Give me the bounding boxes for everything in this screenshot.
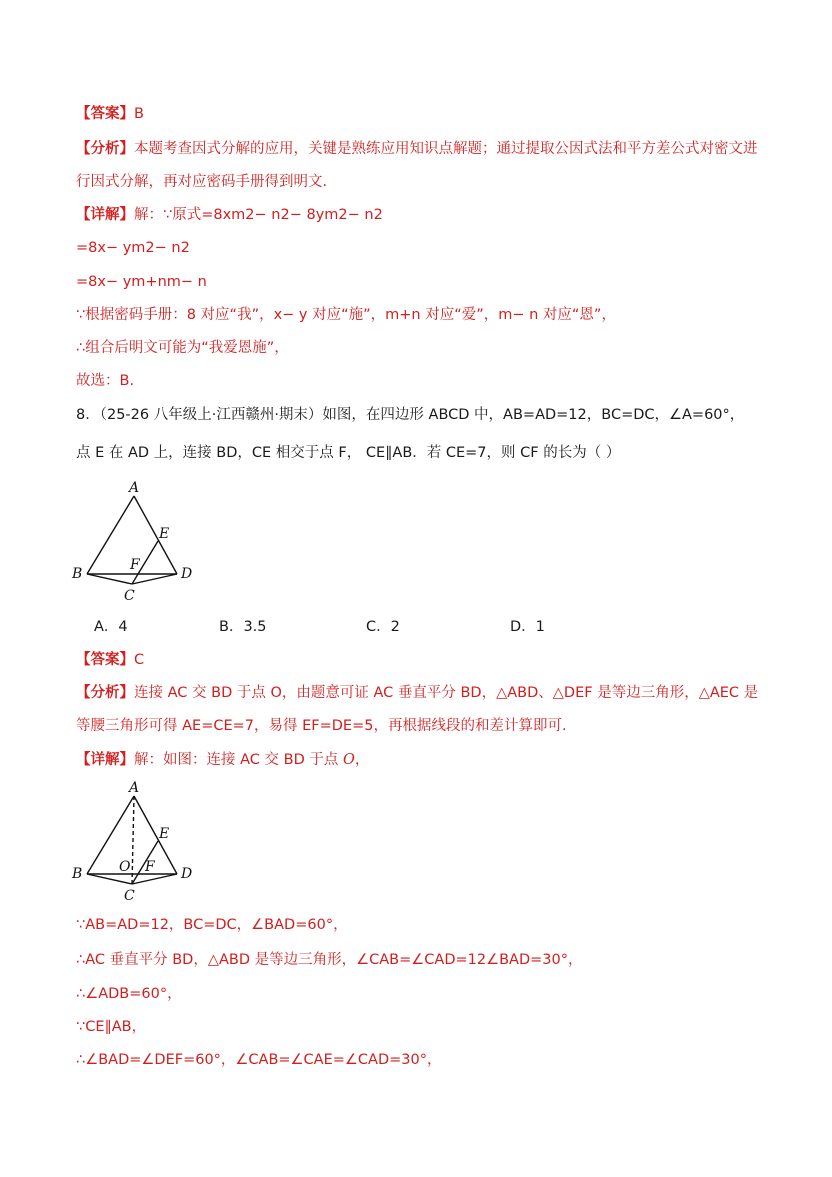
- detail-text-1: 解：∵原式=8xm2− n2− 8ym2− n2: [134, 207, 383, 223]
- analysis-line-2: 行因式分解，再对应密码手册得到明文.: [76, 174, 328, 190]
- detail2-line-1: [76, 750, 369, 770]
- label-c: C: [124, 588, 135, 604]
- segment-ad: [134, 496, 177, 574]
- segment-ad-2: [134, 796, 177, 874]
- label-a: A: [129, 480, 140, 496]
- label-e-2: E: [159, 826, 170, 842]
- question-8-line-1: 8．（25-26 八年级上·江西赣州·期末）如图，在四边形 ABCD 中，AB=AD=12，BC=DC，∠A=60°，: [76, 407, 745, 423]
- label-c-2: C: [124, 888, 135, 904]
- label-b: B: [72, 566, 83, 582]
- detail-line-1: [76, 205, 383, 225]
- answer-tag: 【答案】: [76, 106, 134, 122]
- detail2-text-1: 解：如图：连接 AC 交 BD 于点: [134, 752, 343, 768]
- option-b[interactable]: B．3.5: [219, 619, 267, 635]
- detail2-line-4: ∴∠ADB=60°，: [76, 986, 182, 1002]
- label-b-2: B: [72, 866, 83, 882]
- detail-line-2: =8x− ym2− n2: [76, 240, 190, 256]
- analysis-line-1: [76, 139, 758, 159]
- detail2-text-1-suffix: ，: [354, 752, 370, 768]
- label-d-2: D: [181, 866, 193, 882]
- answer-value: B: [134, 106, 144, 122]
- detail2-line-5: ∵CE∥AB，: [76, 1019, 147, 1035]
- segment-dc: [132, 574, 177, 584]
- segment-ac-dashed: [132, 796, 134, 884]
- detail2-line-6: ∴∠BAD=∠DEF=60°，∠CAB=∠CAE=∠CAD=30°，: [76, 1052, 442, 1068]
- option-a[interactable]: A．4: [94, 619, 128, 635]
- analysis2-text-1: 连接 AC 交 BD 于点 O，由题意可证 AC 垂直平分 BD，△ABD、△DEF 是等边三角形，△AEC 是: [134, 685, 759, 701]
- answer-line-2: [76, 650, 144, 670]
- option-c[interactable]: C．2: [366, 619, 400, 635]
- analysis2-line-1: [76, 683, 758, 703]
- label-o-2: O: [119, 859, 131, 875]
- answer-tag-2: 【答案】: [76, 652, 134, 668]
- segment-dc-2: [132, 874, 177, 884]
- detail-tag: 【详解】: [76, 207, 134, 223]
- segment-bc: [87, 574, 132, 584]
- label-a-2: A: [129, 780, 140, 796]
- point-o: O: [342, 752, 355, 768]
- answer-value-2: C: [134, 652, 145, 668]
- analysis-tag: 【分析】: [76, 141, 134, 157]
- analysis-text-1: 本题考查因式分解的应用，关键是熟练应用知识点解题；通过提取公因式法和平方差公式对密文进: [134, 141, 758, 157]
- detail-line-4: ∵根据密码手册：8 对应“我”，x− y 对应“施”，m+n 对应“爱”，m− n 对应“恩”，: [76, 307, 616, 323]
- label-f-2: F: [145, 859, 155, 875]
- detail2-line-2: ∵AB=AD=12，BC=DC，∠BAD=60°，: [76, 917, 348, 933]
- label-e: E: [159, 526, 170, 542]
- label-d: D: [181, 566, 193, 582]
- solution-figure: [70, 778, 210, 908]
- label-f: F: [130, 557, 140, 573]
- segment-bc-2: [87, 874, 132, 884]
- detail-line-6: 故选：B.: [76, 373, 135, 389]
- option-d[interactable]: D．1: [510, 619, 545, 635]
- segment-ab: [87, 496, 134, 574]
- detail-line-3: =8x− ym+nm− n: [76, 274, 207, 290]
- answer-line-1: [76, 104, 144, 124]
- question-8-line-2: 点 E 在 AD 上，连接 BD，CE 相交于点 F， CE∥AB．若 CE=7，则 CF 的长为（ ）: [76, 445, 621, 461]
- analysis-tag-2: 【分析】: [76, 685, 134, 701]
- detail2-line-3: ∴AC 垂直平分 BD，△ABD 是等边三角形，∠CAB=∠CAD=12∠BAD=30°，: [76, 952, 583, 968]
- question-figure: [70, 478, 210, 608]
- detail-line-5: ∴组合后明文可能为“我爱恩施”，: [76, 340, 289, 356]
- detail-tag-2: 【详解】: [76, 752, 134, 768]
- analysis2-line-2: 等腰三角形可得 AE=CE=7，易得 EF=DE=5，再根据线段的和差计算即可.: [76, 718, 567, 734]
